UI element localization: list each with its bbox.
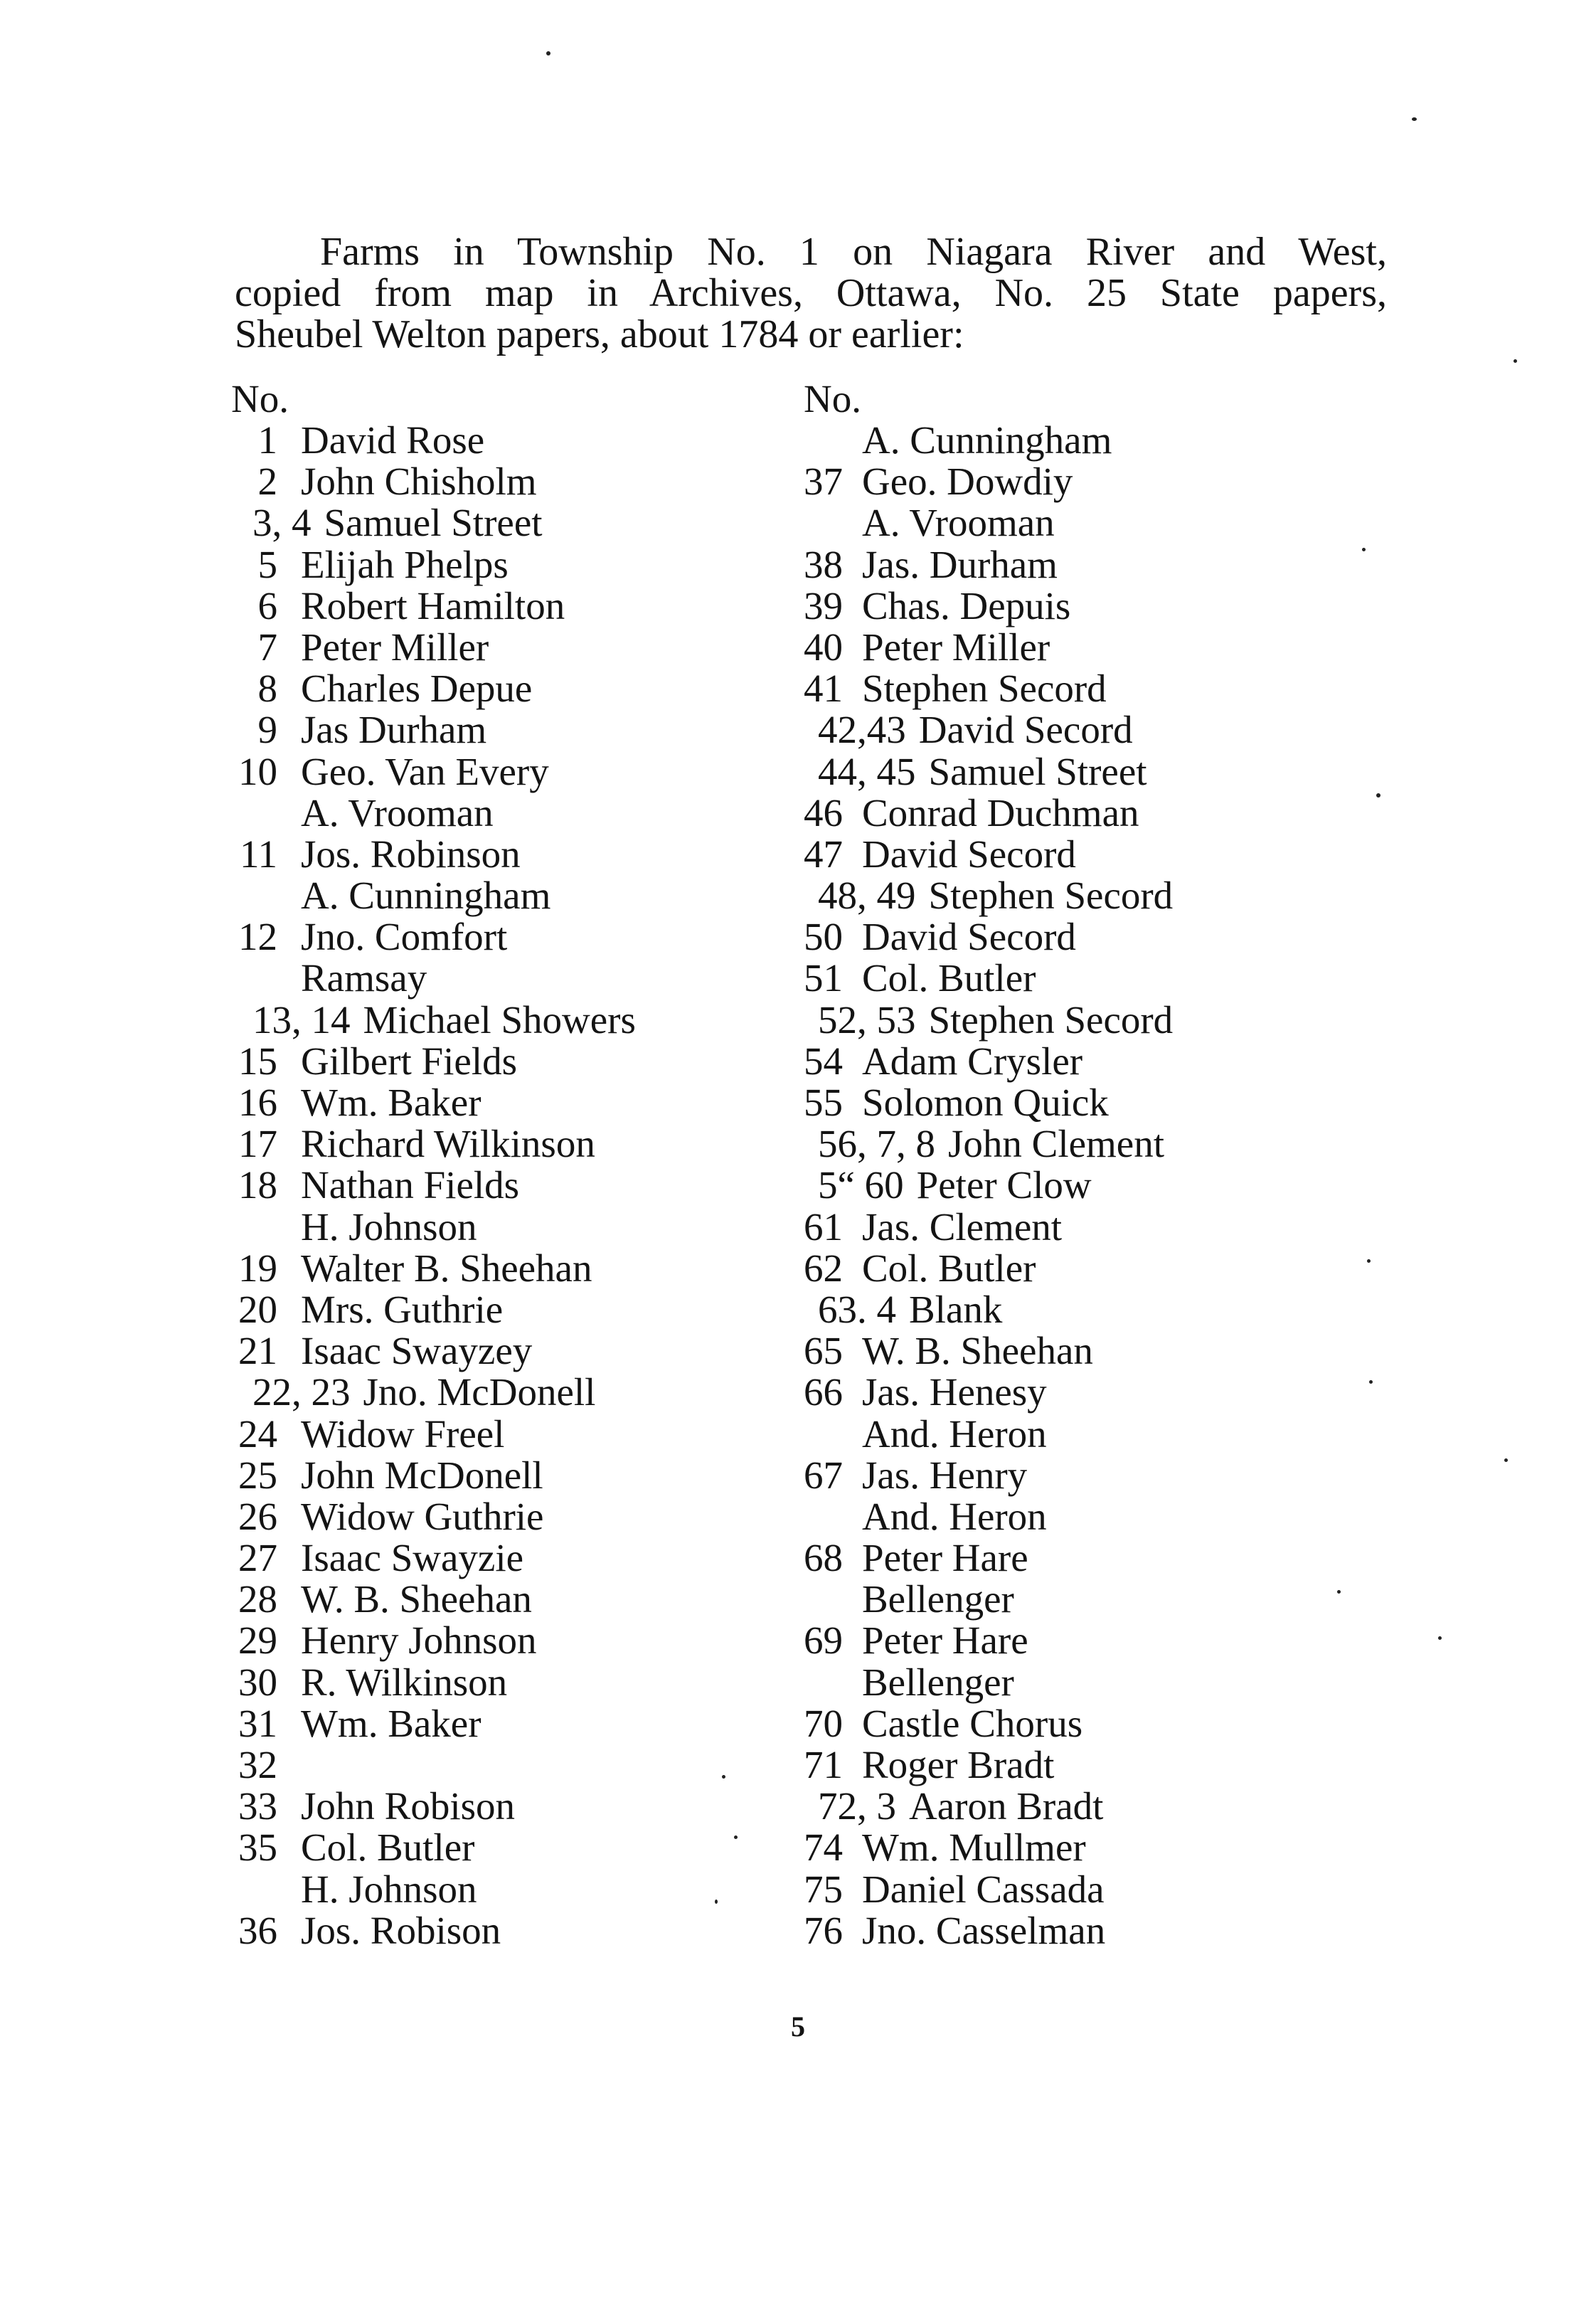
farm-owner-name: Charles Depue: [301, 667, 533, 711]
right-farm-row: [804, 1082, 1330, 1123]
farm-owner-name: Walter B. Sheehan: [301, 1246, 592, 1290]
left-farm-row: [231, 1204, 800, 1249]
farm-owner-name: David Rose: [301, 418, 485, 462]
farm-number: [231, 875, 301, 916]
farm-owner-name: David Secord: [862, 915, 1076, 959]
farm-owner-name: Elijah Phelps: [301, 542, 509, 586]
right-farm-row: [804, 709, 1330, 751]
left-farm-row: [231, 627, 800, 668]
farm-number: 29: [238, 1618, 277, 1663]
farm-number: 31: [238, 1701, 277, 1745]
right-farm-row: [804, 461, 1330, 502]
farm-owner-name: Wm. Baker: [301, 1701, 482, 1745]
scan-speck: [1362, 548, 1366, 551]
left-farm-row: [231, 1786, 800, 1827]
farm-number: 18: [238, 1163, 277, 1207]
left-farm-row: [231, 544, 800, 586]
farm-owner-name: A. Vrooman: [301, 790, 494, 835]
farm-number: [804, 1414, 862, 1455]
farm-list-left-column: [231, 378, 800, 1951]
farm-owner-name: Stephen Secord: [862, 667, 1107, 711]
scan-speck: [1369, 1380, 1373, 1384]
farm-number: 50: [804, 915, 843, 959]
farm-number: [804, 1496, 862, 1537]
left-farm-row: [231, 958, 800, 999]
farm-owner-name: David Secord: [918, 708, 1133, 752]
left-farm-row: [231, 834, 800, 875]
farm-number: 54: [804, 1039, 843, 1083]
scan-speck: [1376, 793, 1380, 798]
right-farm-row: [804, 834, 1330, 875]
right-farm-row: [804, 544, 1330, 586]
farm-number: 30: [238, 1660, 277, 1704]
left-farm-row: [231, 875, 800, 916]
left-farm-row: [231, 1910, 800, 1951]
farm-owner-name: And. Heron: [862, 1411, 1047, 1456]
farm-number: 19: [238, 1246, 277, 1290]
farm-number: 6: [257, 583, 277, 627]
farm-owner-name: A. Cunningham: [862, 418, 1112, 462]
farm-owner-name: H. Johnson: [301, 1204, 477, 1249]
left-farm-row: [231, 1703, 800, 1744]
left-farm-row: [231, 790, 800, 835]
intro-line-3: Sheubel Welton papers, about 1784 or earlier:: [235, 312, 964, 356]
farm-number: 48, 49: [818, 874, 916, 918]
farm-owner-name: John Chisholm: [301, 460, 537, 504]
farm-owner-name: Stephen Secord: [928, 874, 1174, 918]
farm-number: 22, 23: [252, 1370, 351, 1414]
farm-owner-name: Jas. Henesy: [862, 1370, 1047, 1414]
farm-number: [804, 1662, 862, 1703]
farm-owner-name: Bellenger: [862, 1577, 1014, 1621]
right-farm-row: [804, 1041, 1330, 1082]
farm-owner-name: Wm. Mullmer: [862, 1826, 1086, 1870]
farm-owner-name: Peter Hare: [862, 1618, 1028, 1663]
farm-number: 32: [238, 1743, 277, 1786]
farm-list-right-column: [804, 378, 1330, 1951]
farm-number: 7: [257, 625, 277, 669]
farm-owner-name: Richard Wilkinson: [301, 1122, 595, 1166]
scan-speck: [1513, 359, 1517, 363]
right-farm-row: [804, 1537, 1330, 1579]
farm-owner-name: Daniel Cassada: [862, 1867, 1105, 1911]
left-farm-row: [231, 668, 800, 709]
farm-owner-name: W. B. Sheehan: [301, 1577, 532, 1621]
left-farm-row: [231, 709, 800, 751]
right-farm-row: [804, 1620, 1330, 1661]
farm-number: 55: [804, 1081, 843, 1124]
farm-owner-name: R. Wilkinson: [301, 1660, 508, 1704]
left-farm-row: [231, 1082, 800, 1123]
right-farm-row: [804, 1910, 1330, 1951]
right-farm-row: [804, 916, 1330, 958]
left-farm-row: [231, 1330, 800, 1372]
farm-number: 1: [257, 418, 277, 462]
farm-number: 35: [238, 1826, 277, 1870]
right-farm-row: [804, 1869, 1330, 1910]
right-farm-row: [804, 997, 1330, 1042]
farm-number: 28: [238, 1577, 277, 1621]
farm-number: [804, 502, 862, 544]
left-farm-row: [231, 997, 800, 1042]
farm-owner-name: Roger Bradt: [862, 1743, 1055, 1786]
page-number: 5: [791, 2010, 805, 2043]
farm-number: 66: [804, 1370, 843, 1414]
farm-number: [804, 420, 862, 461]
left-farm-row: [231, 583, 800, 627]
scan-speck: [1412, 117, 1417, 121]
right-farm-row: [804, 668, 1330, 709]
farm-owner-name: Wm. Baker: [301, 1081, 482, 1124]
farm-owner-name: Geo. Van Every: [301, 749, 549, 793]
right-farm-row: [804, 1579, 1330, 1620]
farm-owner-name: H. Johnson: [301, 1867, 477, 1911]
left-farm-row: [231, 1411, 800, 1456]
left-farm-row: [231, 1496, 800, 1537]
right-farm-row: [804, 1248, 1330, 1289]
farm-number: 26: [238, 1494, 277, 1538]
farm-number: 11: [240, 832, 277, 876]
farm-number: [231, 1869, 301, 1910]
farm-owner-name: Peter Miller: [301, 625, 489, 669]
farm-number: 39: [804, 583, 843, 627]
farm-owner-name: Geo. Dowdiy: [862, 460, 1073, 504]
left-farm-row: [231, 1123, 800, 1165]
right-farm-row: [804, 1703, 1330, 1744]
farm-owner-name: Solomon Quick: [862, 1081, 1109, 1124]
farm-owner-name: Gilbert Fields: [301, 1039, 518, 1083]
farm-number: 17: [238, 1122, 277, 1166]
farm-number: 74: [804, 1826, 843, 1870]
scan-speck: [546, 51, 550, 55]
farm-number: 25: [238, 1453, 277, 1497]
farm-number: 61: [804, 1204, 843, 1249]
farm-owner-name: Peter Clow: [916, 1163, 1092, 1207]
farm-number: 76: [804, 1908, 843, 1952]
farm-owner-name: Jas. Clement: [862, 1204, 1063, 1249]
farm-number: 38: [804, 542, 843, 586]
left-farm-row: [231, 1248, 800, 1289]
right-farm-row: [804, 1289, 1330, 1330]
farm-number: 52, 53: [818, 997, 916, 1042]
right-farm-row: [804, 958, 1330, 999]
left-farm-row: [231, 502, 800, 544]
farm-number: 65: [804, 1329, 843, 1373]
farm-owner-name: Jos. Robison: [301, 1908, 501, 1952]
farm-number: 40: [804, 625, 843, 669]
farm-number: 5“ 60: [818, 1163, 904, 1207]
farm-number: 21: [238, 1329, 277, 1373]
right-farm-row: [804, 1827, 1330, 1868]
farm-owner-name: Widow Freel: [301, 1411, 505, 1456]
farm-number: 68: [804, 1536, 843, 1580]
right-farm-row: [804, 790, 1330, 835]
left-farm-row: [231, 1537, 800, 1579]
farm-owner-name: Col. Butler: [862, 1246, 1036, 1290]
farm-owner-name: Blank: [909, 1287, 1003, 1331]
right-farm-row: [804, 751, 1330, 793]
right-farm-row: [804, 1204, 1330, 1249]
farm-number: 63. 4: [818, 1287, 896, 1331]
right-farm-row: [804, 583, 1330, 627]
left-farm-row: [231, 1165, 800, 1206]
farm-owner-name: Col. Butler: [862, 956, 1036, 1000]
left-farm-row: [231, 461, 800, 502]
right-farm-row: [804, 627, 1330, 668]
farm-number: 36: [238, 1908, 277, 1952]
farm-number: 3, 4: [252, 501, 312, 545]
right-farm-row: [804, 875, 1330, 916]
farm-owner-name: Jno. Comfort: [301, 915, 508, 959]
left-farm-row: [231, 1289, 800, 1330]
right-farm-row: [804, 1455, 1330, 1496]
farm-owner-name: Isaac Swayzie: [301, 1536, 524, 1580]
farm-owner-name: Michael Showers: [363, 997, 636, 1042]
left-farm-row: [231, 1827, 800, 1868]
farm-number: 13, 14: [252, 997, 351, 1042]
left-column-header: No.: [231, 377, 289, 420]
farm-number: 2: [257, 460, 277, 504]
farm-number: 42,43: [818, 708, 906, 752]
right-farm-row: [804, 1330, 1330, 1372]
scan-speck: [722, 1775, 725, 1779]
farm-number: 33: [238, 1784, 277, 1828]
farm-number: 8: [257, 667, 277, 711]
farm-owner-name: Robert Hamilton: [301, 583, 565, 627]
right-farm-row: [804, 1662, 1330, 1703]
farm-owner-name: Mrs. Guthrie: [301, 1287, 504, 1331]
farm-owner-name: A. Cunningham: [301, 874, 551, 918]
farm-owner-name: Samuel Street: [928, 749, 1147, 793]
farm-number: 47: [804, 832, 843, 876]
farm-number: [231, 1207, 301, 1248]
farm-owner-name: John Clement: [948, 1122, 1165, 1166]
farm-number: 75: [804, 1867, 843, 1911]
right-farm-row: [804, 1372, 1330, 1413]
farm-owner-name: Henry Johnson: [301, 1618, 537, 1663]
left-farm-row: [231, 1620, 800, 1661]
left-farm-row: [231, 1372, 800, 1413]
farm-owner-name: Aaron Bradt: [909, 1784, 1104, 1828]
farm-number: 69: [804, 1618, 843, 1663]
farm-number: 56, 7, 8: [818, 1122, 935, 1166]
farm-number: 20: [238, 1287, 277, 1331]
intro-paragraph: [235, 231, 1387, 355]
farm-owner-name: Jno. Casselman: [862, 1908, 1106, 1952]
farm-owner-name: John McDonell: [301, 1453, 543, 1497]
farm-owner-name: Jas Durham: [301, 708, 487, 752]
farm-number: 62: [804, 1246, 843, 1290]
farm-number: 16: [238, 1081, 277, 1124]
farm-owner-name: Ramsay: [301, 956, 427, 1000]
intro-line-1: Farms in Township No. 1 on Niagara River and West,: [320, 230, 1387, 274]
right-farm-row: [804, 1411, 1330, 1456]
farm-number: 46: [804, 790, 843, 835]
farm-number: 71: [804, 1743, 843, 1786]
left-farm-row: [231, 751, 800, 793]
scan-speck: [1438, 1636, 1442, 1640]
scan-speck: [1504, 1458, 1508, 1462]
right-column-header: No.: [804, 377, 861, 420]
farm-number: 37: [804, 460, 843, 504]
farm-number: 51: [804, 956, 843, 1000]
farm-owner-name: And. Heron: [862, 1494, 1047, 1538]
right-farm-row: [804, 1496, 1330, 1537]
farm-owner-name: Nathan Fields: [301, 1163, 520, 1207]
left-farm-row: [231, 1744, 800, 1786]
farm-owner-name: Peter Miller: [862, 625, 1050, 669]
farm-owner-name: Peter Hare: [862, 1536, 1028, 1580]
farm-owner-name: W. B. Sheehan: [862, 1329, 1093, 1373]
farm-owner-name: Conrad Duchman: [862, 790, 1139, 835]
left-farm-row: [231, 420, 800, 461]
farm-owner-name: Stephen Secord: [928, 997, 1174, 1042]
farm-owner-name: Jos. Robinson: [301, 832, 521, 876]
farm-owner-name: Samuel Street: [324, 501, 543, 545]
farm-owner-name: Widow Guthrie: [301, 1494, 544, 1538]
farm-owner-name: John Robison: [301, 1784, 516, 1828]
right-farm-row: [804, 1786, 1330, 1827]
farm-number: 12: [238, 915, 277, 959]
farm-number: 70: [804, 1701, 843, 1745]
farm-owner-name: A. Vrooman: [862, 501, 1055, 545]
farm-number: 41: [804, 667, 843, 711]
farm-number: 72, 3: [818, 1784, 896, 1828]
farm-number: 24: [238, 1411, 277, 1456]
left-farm-row: [231, 1041, 800, 1082]
farm-owner-name: Bellenger: [862, 1660, 1014, 1704]
farm-owner-name: Col. Butler: [301, 1826, 475, 1870]
scan-speck: [1337, 1590, 1341, 1594]
scan-speck: [1367, 1259, 1371, 1263]
farm-owner-name: Jno. McDonell: [363, 1370, 596, 1414]
left-farm-row: [231, 1579, 800, 1620]
farm-owner-name: Jas. Henry: [862, 1453, 1028, 1497]
right-farm-row: [804, 502, 1330, 544]
left-farm-row: [231, 916, 800, 958]
left-farm-row: [231, 1869, 800, 1910]
farm-owner-name: Isaac Swayzey: [301, 1329, 533, 1373]
farm-number: 10: [238, 749, 277, 793]
left-farm-row: [231, 1455, 800, 1496]
farm-number: 15: [238, 1039, 277, 1083]
farm-owner-name: David Secord: [862, 832, 1076, 876]
farm-number: 44, 45: [818, 749, 916, 793]
scan-speck: [715, 1900, 718, 1904]
farm-owner-name: Adam Crysler: [862, 1039, 1083, 1083]
intro-line-2: copied from map in Archives, Ottawa, No. 25 State papers,: [235, 271, 1387, 315]
right-farm-row: [804, 1744, 1330, 1786]
farm-number: [804, 1579, 862, 1620]
farm-number: [231, 793, 301, 834]
farm-owner-name: Castle Chorus: [862, 1701, 1083, 1745]
right-farm-row: [804, 1165, 1330, 1206]
farm-number: 67: [804, 1453, 843, 1497]
farm-owner-name: Chas. Depuis: [862, 583, 1071, 627]
farm-number: 5: [257, 542, 277, 586]
farm-owner-name: Jas. Durham: [862, 542, 1058, 586]
scan-speck: [734, 1835, 738, 1839]
farm-number: [231, 958, 301, 999]
farm-number: 9: [257, 708, 277, 752]
right-farm-row: [804, 1123, 1330, 1165]
left-farm-row: [231, 1662, 800, 1703]
farm-number: 27: [238, 1536, 277, 1580]
right-farm-row: [804, 420, 1330, 461]
